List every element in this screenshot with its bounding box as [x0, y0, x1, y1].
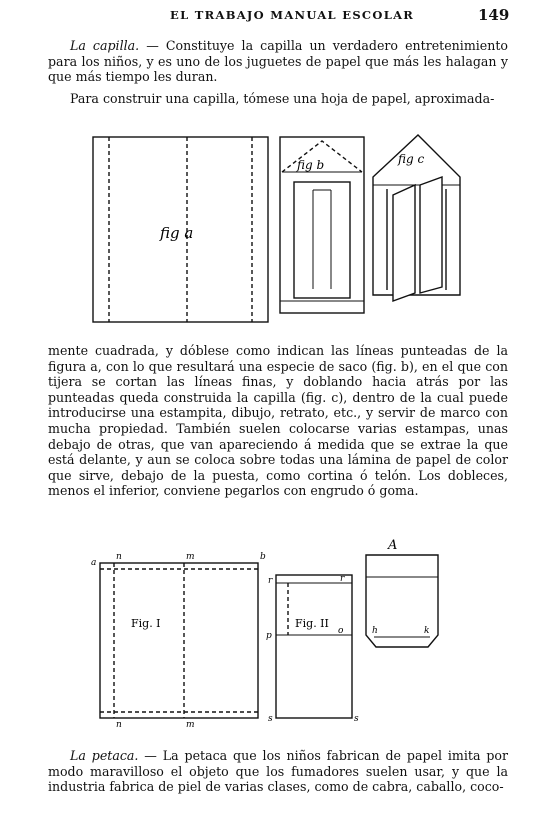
- paragraph-petaca-intro: [48, 748, 508, 795]
- point-p: p: [266, 631, 272, 641]
- point-n-top: n: [116, 552, 122, 562]
- point-o: o: [338, 626, 344, 636]
- paragraph-capilla-instructions: mente cuadrada, y dóblese como indican las líneas punteadas de la figura a, con lo que resultará una especie de saco (fig. b), en el que con tijera se cortan las líneas finas, y doblando hacia atrás por las punteadas queda construida la capilla (fig. c), dentro de la cual puede introducirse una estampita, dibujo, retrato, etc., y servir de marco con mucha propiedad. También suelen colocarse varias estampas, unas debajo de otras, que van apareciendo á medida que se extrae la que está delante, y aun se coloca sobre todas una lámina de papel de color que sirve, debajo de la puesta, como cortina ó telón. Los dobleces, menos el inferior, conviene pegarlos con engrudo ó goma.: [48, 343, 508, 499]
- figure-capilla-a-b-c: [85, 125, 470, 330]
- point-k: k: [424, 626, 430, 636]
- figure-petaca-I-II-A: [88, 535, 458, 730]
- paragraph-capilla-intro: [48, 38, 508, 85]
- fig-b-label: fig b: [297, 158, 325, 172]
- point-b: b: [260, 552, 266, 562]
- paragraph-capilla-construction-start: Para construir una capilla, tómese una hoja de papel, aproximada-: [70, 91, 495, 106]
- fig-A-label: A: [388, 538, 398, 553]
- petaca-heading: La petaca.: [70, 748, 139, 763]
- fig-b-frame: [294, 182, 350, 298]
- fig-II-label: Fig. II: [295, 617, 329, 630]
- fig-c-door-right: [420, 177, 442, 293]
- capilla-intro-text: — Constituye la capilla un verdadero entretenimiento para los niños, y es uno de los juguetes de papel que más les halagan y que más tiempo les duran.: [48, 38, 508, 85]
- point-n-bottom: n: [116, 720, 122, 730]
- fig-I-sheet: [100, 563, 258, 718]
- point-s-right: s: [354, 714, 359, 724]
- point-s-left: s: [268, 714, 273, 724]
- point-h: h: [372, 626, 378, 636]
- point-r-right: r: [340, 574, 345, 584]
- petaca-intro-text: — La petaca que los niños fabrican de papel imita por modo maravilloso el objeto que los fumadores suelen usar, y que la industria fabrica de piel de varias clases, como de cabra, caballo, coco-: [48, 748, 508, 795]
- point-a: a: [91, 558, 97, 568]
- fig-I-label: Fig. I: [131, 617, 161, 630]
- fig-c-door-left: [393, 185, 415, 301]
- fig-c-label: fig c: [398, 152, 425, 166]
- page-number: 149: [478, 6, 510, 24]
- point-r-left: r: [268, 576, 273, 586]
- page-header: [0, 6, 551, 26]
- point-m-top: m: [186, 552, 195, 562]
- fig-a-label: fig a: [160, 224, 194, 242]
- capilla-heading: La capilla.: [70, 38, 140, 53]
- running-title: EL TRABAJO MANUAL ESCOLAR: [170, 8, 415, 22]
- fig-II-sheet: [276, 575, 352, 718]
- point-m-bottom: m: [186, 720, 195, 730]
